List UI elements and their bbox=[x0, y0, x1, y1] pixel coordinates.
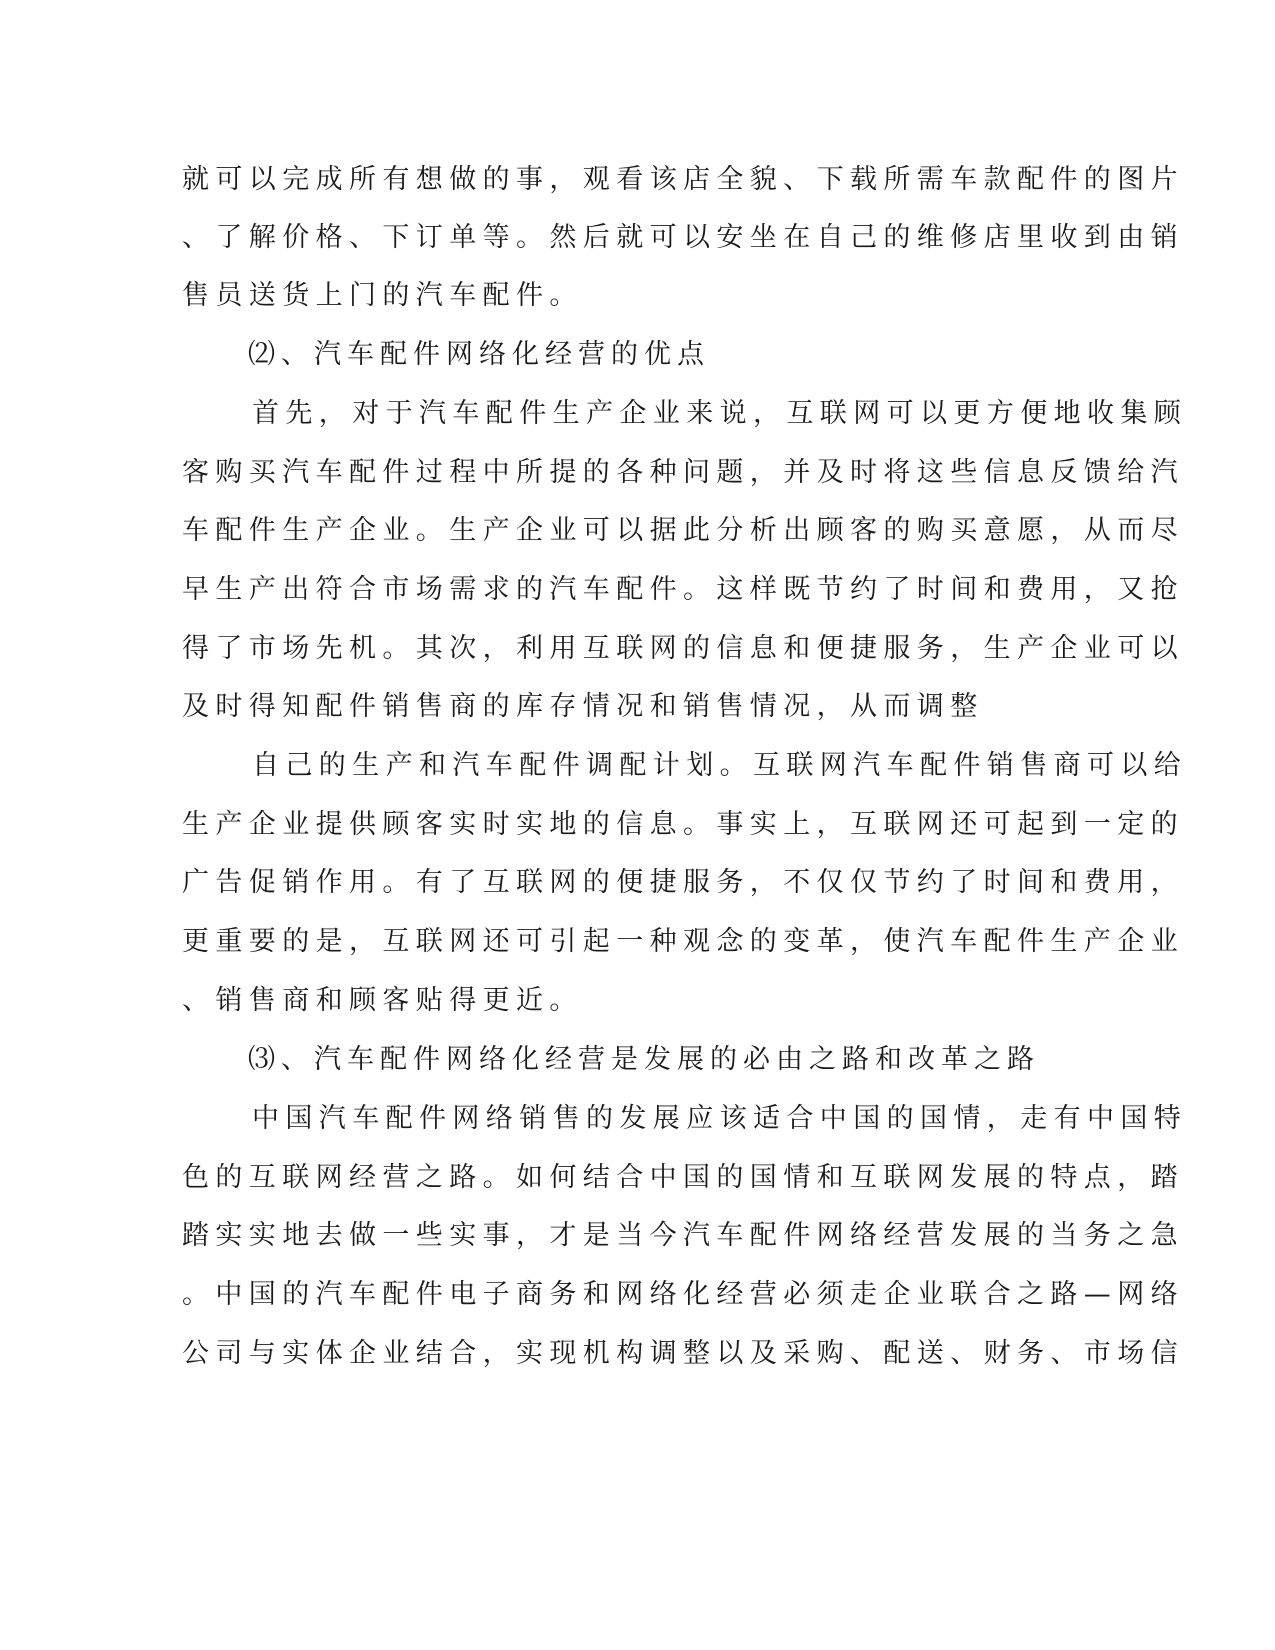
body-text-line: 早生产出符合市场需求的汽车配件。这样既节约了时间和费用，又抢 bbox=[182, 574, 1184, 605]
body-text-line: 就可以完成所有想做的事，观看该店全貌、下载所需车款配件的图片 bbox=[182, 164, 1184, 195]
body-text-line: 生产企业提供顾客实时实地的信息。事实上，互联网还可起到一定的 bbox=[182, 809, 1184, 840]
body-text-line: 客购买汽车配件过程中所提的各种问题，并及时将这些信息反馈给汽 bbox=[182, 457, 1184, 488]
body-text-line: 得了市场先机。其次，利用互联网的信息和便捷服务，生产企业可以 bbox=[182, 633, 1184, 664]
body-text-line: 车配件生产企业。生产企业可以据此分析出顾客的购买意愿，从而尽 bbox=[182, 515, 1184, 546]
paragraph-first-line: 首先，对于汽车配件生产企业来说，互联网可以更方便地收集顾 bbox=[252, 398, 1188, 429]
paragraph-first-line: 中国汽车配件网络销售的发展应该适合中国的国情，走有中国特 bbox=[252, 1103, 1188, 1134]
body-text-line: 更重要的是，互联网还可引起一种观念的变革，使汽车配件生产企业 bbox=[182, 926, 1184, 957]
body-text-line: 。中国的汽车配件电子商务和网络化经营必须走企业联合之路—网络 bbox=[182, 1279, 1184, 1310]
body-text-line: 色的互联网经营之路。如何结合中国的国情和互联网发展的特点，踏 bbox=[182, 1162, 1184, 1193]
body-text-line: 售员送货上门的汽车配件。 bbox=[182, 280, 583, 311]
section-heading-2: ⑵、汽车配件网络化经营的优点 bbox=[248, 339, 710, 370]
section-heading-3: ⑶、汽车配件网络化经营是发展的必由之路和改革之路 bbox=[248, 1044, 1040, 1075]
body-text-line: 、了解价格、下订单等。然后就可以安坐在自己的维修店里收到由销 bbox=[182, 222, 1184, 253]
body-text-line: 、销售商和顾客贴得更近。 bbox=[182, 985, 583, 1016]
body-text-line: 踏实实地去做一些实事，才是当今汽车配件网络经营发展的当务之急 bbox=[182, 1220, 1184, 1251]
paragraph-first-line: 自己的生产和汽车配件调配计划。互联网汽车配件销售商可以给 bbox=[252, 750, 1188, 781]
body-text-line: 及时得知配件销售商的库存情况和销售情况，从而调整 bbox=[182, 691, 984, 722]
body-text-line: 公司与实体企业结合，实现机构调整以及采购、配送、财务、市场信 bbox=[182, 1338, 1184, 1369]
body-text-line: 广告促销作用。有了互联网的便捷服务，不仅仅节约了时间和费用， bbox=[182, 867, 1184, 898]
